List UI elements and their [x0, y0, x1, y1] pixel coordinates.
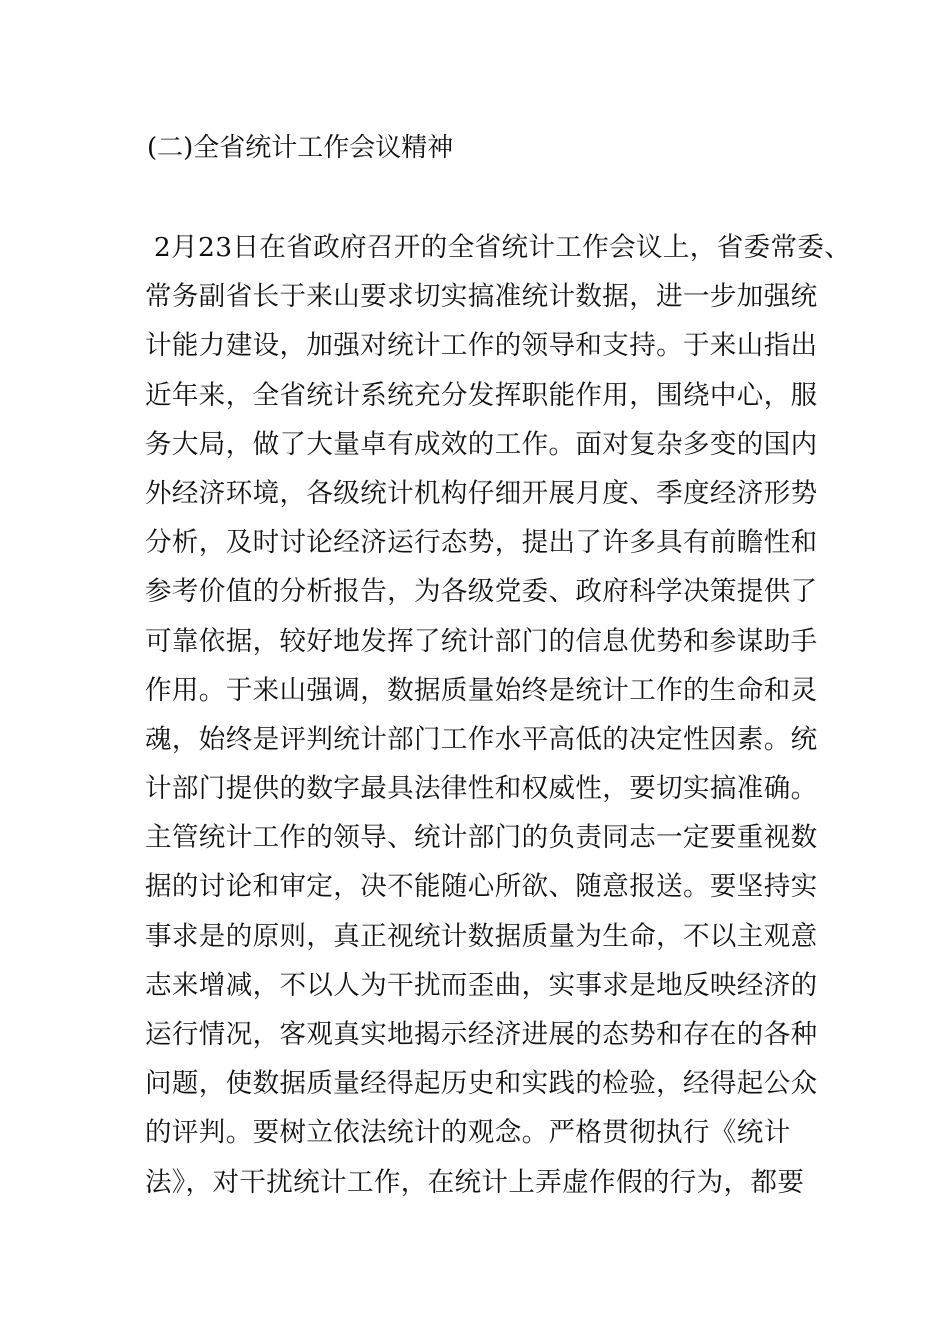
- paragraph-line: 计能力建设，加强对统计工作的领导和支持。于来山指出: [145, 330, 818, 362]
- paragraph-line: 可靠依据，较好地发挥了统计部门的信息优势和参谋助手: [145, 625, 818, 657]
- paragraph-line: 法》，对干扰统计工作，在统计上弄虚作假的行为，都要: [145, 1166, 805, 1198]
- paragraph-line: 志来增减，不以人为干扰而歪曲，实事求是地反映经济的: [145, 969, 818, 1001]
- paragraph-line: 常务副省长于来山要求切实搞准统计数据，进一步加强统: [145, 281, 818, 313]
- paragraph-line: 近年来，全省统计系统充分发挥职能作用，围绕中心，服: [145, 379, 818, 411]
- paragraph-line: 务大局，做了大量卓有成效的工作。面对复杂多变的国内: [145, 428, 818, 460]
- paragraph-line: 参考价值的分析报告，为各级党委、政府科学决策提供了: [145, 576, 818, 608]
- paragraph-line: 的评判。要树立依法统计的观念。严格贯彻执行《统计: [145, 1117, 791, 1149]
- paragraph-line: 作用。于来山强调，数据质量始终是统计工作的生命和灵: [145, 674, 818, 706]
- paragraph-line: 外经济环境，各级统计机构仔细开展月度、季度经济形势: [145, 477, 818, 509]
- body-paragraph: [145, 223, 852, 1207]
- paragraph-line: 事求是的原则，真正视统计数据质量为生命，不以主观意: [145, 920, 818, 952]
- paragraph-line: 主管统计工作的领导、统计部门的负责同志一定要重视数: [145, 822, 818, 854]
- paragraph-line: 2月23日在省政府召开的全省统计工作会议上，省委常委、: [145, 232, 852, 263]
- paragraph-line: 运行情况，客观真实地揭示经济进展的态势和存在的各种: [145, 1019, 818, 1050]
- paragraph-line: 魂，始终是评判统计部门工作水平高低的决定性因素。统: [145, 723, 818, 755]
- paragraph-line: 分析，及时讨论经济运行态势，提出了许多具有前瞻性和: [145, 527, 818, 559]
- paragraph-line: 计部门提供的数字最具法律性和权威性，要切实搞准确。: [145, 773, 818, 805]
- paragraph-line: 据的讨论和审定，决不能随心所欲、随意报送。要坚持实: [145, 871, 818, 903]
- section-heading: (二)全省统计工作会议精神: [147, 133, 454, 163]
- paragraph-line: 问题，使数据质量经得起历史和实践的检验，经得起公众: [145, 1068, 818, 1100]
